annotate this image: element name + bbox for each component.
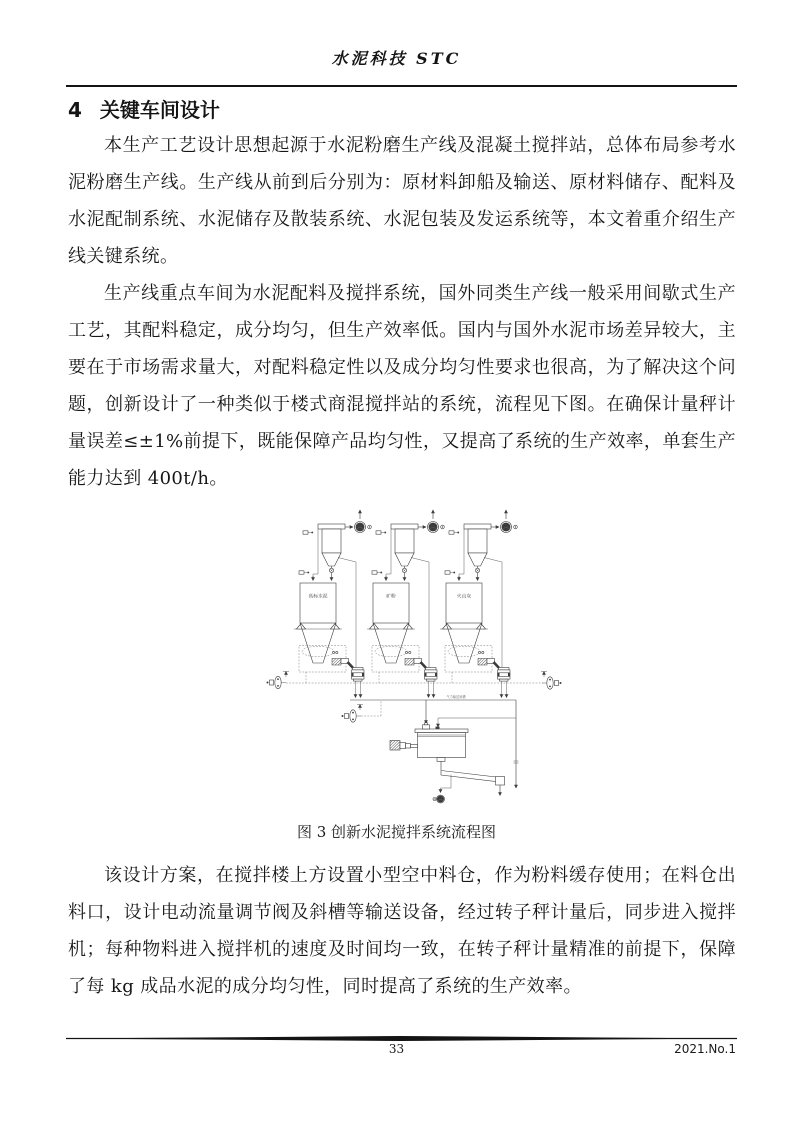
silo-label: 火山灰: [456, 594, 472, 600]
section-heading: [68, 94, 220, 123]
section-number: 4: [68, 98, 82, 122]
header-rule: [66, 85, 737, 87]
blower-icon: [342, 701, 382, 723]
section-title: 关键车间设计: [99, 98, 220, 122]
issue-number: 2021.No.1: [674, 1042, 736, 1056]
blower-icon: [541, 672, 562, 690]
flow-label: 气力输送斜槽: [446, 695, 466, 699]
journal-title: 水泥科技 STC: [331, 49, 462, 68]
fan-icon: [433, 795, 445, 804]
silo-label: 高标水泥: [308, 594, 328, 600]
paragraph-2: 生产线重点车间为水泥配料及搅拌系统，国外同类生产线一般采用间歇式生产工艺，其配料稳定，成分均匀，但生产效率低。国内与国外水泥市场差异较大，主要在于市场需求量大，对配料稳定性以及成分均匀性要求也很高，为了解决这个问题，创新设计了一种类似于楼式商混搅拌站的系统，流程见下图。在确保计量秤计量误差≤±1%前提下，既能保障产品均匀性，又提高了系统的生产效率，单套生产能力达到 400t/h。: [68, 283, 736, 489]
paragraph-3: 该设计方案，在搅拌楼上方设置小型空中料仓，作为粉料缓存使用；在料仓出料口，设计电动流量调节阀及斜槽等输送设备，经过转子秤计量后，同步进入搅拌机；每种物料进入搅拌机的速度及时间均一致，在转子秤计量精准的前提下，保障了每 kg 成品水泥的成分均匀性，同时提高了系统的生产效率。: [68, 865, 736, 997]
blower-icon: [267, 672, 290, 689]
silo-label: 矿粉: [386, 594, 396, 600]
mixer: [390, 723, 468, 762]
footer-rule: [66, 1036, 737, 1041]
process-flow-diagram: [248, 500, 568, 820]
page-number: 33: [388, 1042, 405, 1056]
figure-caption: 图 3 创新水泥搅拌系统流程图: [296, 823, 497, 841]
paragraph-1: 本生产工艺设计思想起源于水泥粉磨生产线及混凝土搅拌站，总体布局参考水泥粉磨生产线。生产线从前到后分别为：原材料卸船及输送、原材料储存、配料及水泥配制系统、水泥储存及散装系统、水泥包装及发运系统等，本文着重介绍生产线关键系统。: [68, 135, 736, 267]
